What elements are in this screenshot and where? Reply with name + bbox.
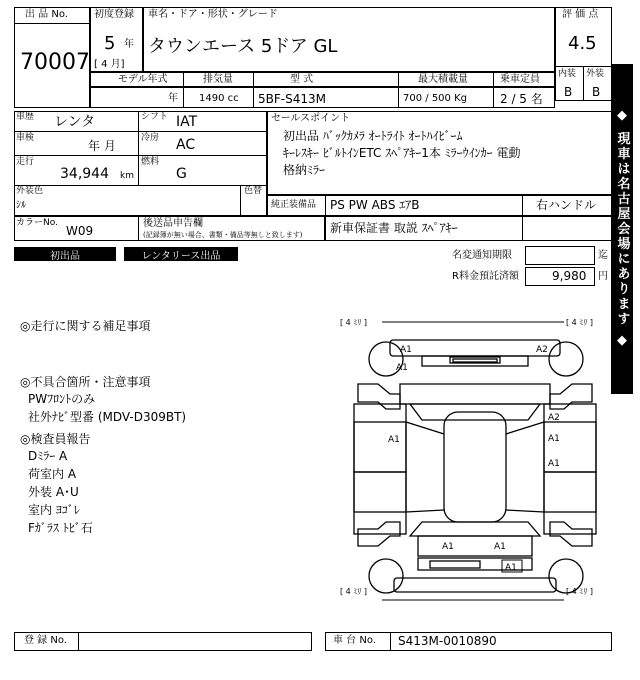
name-change-label: 名変通知期限 bbox=[452, 250, 512, 261]
rear-plate bbox=[430, 561, 480, 568]
right-rear-door bbox=[544, 472, 596, 512]
recycle-unit: 円 bbox=[598, 271, 608, 282]
first-listing-tag bbox=[14, 247, 116, 261]
first-reg-label: 初度登録 bbox=[94, 9, 134, 20]
lot-number: 70007 bbox=[20, 50, 90, 75]
rating-value: 4.5 bbox=[568, 33, 597, 54]
first-listing-text: 初出品 bbox=[50, 250, 80, 262]
mark-7: A1 bbox=[548, 459, 560, 469]
steering-value: 右ハンドル bbox=[536, 198, 597, 212]
defect-line-1: PWﾌﾛﾝﾄのみ bbox=[28, 392, 96, 406]
defect-line-2: 社外ﾅﾋﾞ型番 (MDV-D309BT) bbox=[28, 410, 187, 424]
inspector-heading: ◎検査員報告 bbox=[20, 432, 91, 446]
tire-rear-left-wheel bbox=[369, 559, 403, 593]
shift-value: IAT bbox=[176, 114, 198, 130]
car-diagram bbox=[338, 314, 612, 608]
defects-heading: ◎不具合箇所・注意事項 bbox=[20, 375, 151, 389]
right-side-top bbox=[550, 384, 592, 409]
mark-10: A1 bbox=[505, 563, 517, 573]
history-label: 車歴 bbox=[16, 112, 35, 122]
model-year-unit: 年 bbox=[168, 93, 178, 104]
hist-div-v2 bbox=[240, 185, 241, 216]
tire-rear-right: [ 4 ﾐﾘ ] bbox=[566, 587, 593, 596]
interior-label: 内装 bbox=[558, 69, 577, 79]
front-bumper bbox=[390, 340, 560, 356]
rear-bumper bbox=[394, 578, 556, 592]
driving-heading: ◎走行に関する補足事項 bbox=[20, 319, 151, 333]
chassis-div bbox=[390, 632, 391, 651]
ext-color-value: ｼﾙ bbox=[16, 200, 26, 211]
ext-color-label: 外装色 bbox=[16, 186, 44, 196]
reg-no-div bbox=[78, 632, 79, 651]
hood-panel bbox=[400, 384, 550, 404]
inspector-line-2: 荷室内 A bbox=[28, 467, 77, 481]
color-no-label: カラーNo. bbox=[16, 218, 58, 228]
mileage-label: 走行 bbox=[16, 157, 35, 167]
first-reg-month: [ 4 月] bbox=[94, 59, 125, 70]
docs-note: (記録簿が無い場合、書類・備品等無しと致します) bbox=[143, 231, 303, 239]
roof bbox=[444, 412, 506, 522]
inspection-label: 車検 bbox=[16, 133, 35, 143]
interior-grade: B bbox=[564, 85, 573, 99]
chassis-value: S413M-0010890 bbox=[398, 634, 497, 648]
fuel-value: G bbox=[176, 166, 187, 182]
name-label: 車名・ドア・形状・グレード bbox=[148, 9, 278, 20]
sales-point-line-2: ｷｰﾚｽｷｰ ﾋﾞﾙﾄｲﾝETC ｽﾍﾟｱｷｰ1本 ﾐﾗｰｳｲﾝｶｰ 電動 bbox=[283, 146, 521, 160]
recycle-label: R料金預託済額 bbox=[452, 271, 519, 282]
inspection-value: 年 月 bbox=[88, 139, 116, 153]
mark-6: A1 bbox=[548, 434, 560, 444]
right-body bbox=[544, 404, 596, 534]
docs-label: 後送品申告欄 bbox=[143, 218, 203, 229]
location-text: ◆ 現車は名古屋会場にあります ◆ bbox=[614, 107, 630, 351]
rental-lease-tag bbox=[124, 247, 238, 261]
tire-rear-left: [ 4 ﾐﾘ ] bbox=[340, 587, 367, 596]
tire-front-right-wheel bbox=[549, 342, 583, 376]
mark-5: A2 bbox=[548, 413, 560, 423]
car-name: タウンエース 5ドア GL bbox=[148, 36, 338, 57]
reg-no-label: 登 録 No. bbox=[24, 635, 67, 646]
name-change-box bbox=[525, 246, 595, 265]
ac-label: 冷房 bbox=[141, 133, 160, 143]
max-load-value: 700 / 500 Kg bbox=[403, 93, 467, 104]
mark-3: A1 bbox=[396, 363, 408, 373]
color-no-value: W09 bbox=[66, 224, 94, 238]
spec-div-4 bbox=[493, 72, 494, 108]
left-rear-door bbox=[354, 472, 406, 512]
equipment-label: 純正装備品 bbox=[271, 200, 317, 210]
exterior-grade: B bbox=[592, 85, 601, 99]
color-change-label: 色替 bbox=[244, 186, 263, 196]
model-year-label: モデル年式 bbox=[118, 74, 168, 85]
capacity-value: 2 / 5 名 bbox=[500, 92, 543, 106]
left-side-top bbox=[358, 384, 400, 409]
rental-lease-text: レンタリース出品 bbox=[141, 250, 221, 262]
history-value: レンタ bbox=[54, 114, 96, 130]
hist-div-h3 bbox=[14, 185, 267, 186]
sales-point-line-1: 初出品 ﾊﾞｯｸｶﾒﾗ ｵｰﾄﾗｲﾄ ｵｰﾄﾊｲﾋﾞｰﾑ bbox=[283, 129, 463, 143]
spec-div-2 bbox=[253, 72, 254, 108]
left-lower-line bbox=[406, 510, 444, 512]
spec-div-1 bbox=[183, 72, 184, 108]
max-load-label: 最大積載量 bbox=[418, 74, 468, 85]
shift-label: シフト bbox=[141, 112, 169, 122]
name-change-unit: 迄 bbox=[598, 250, 608, 261]
color-no-div bbox=[138, 216, 139, 241]
capacity-label: 乗車定員 bbox=[500, 74, 540, 85]
tire-front-left: [ 4 ﾐﾘ ] bbox=[340, 318, 367, 327]
location-sidebar bbox=[611, 64, 633, 394]
lot-label: 出 品 No. bbox=[25, 9, 68, 20]
spec-div-3 bbox=[398, 72, 399, 108]
recycle-value: 9,980 bbox=[552, 269, 587, 283]
first-reg-year: 5 bbox=[104, 33, 116, 54]
rear-window bbox=[410, 522, 540, 536]
left-front-door bbox=[354, 422, 406, 472]
mark-2: A2 bbox=[536, 345, 548, 355]
year-unit: 年 bbox=[124, 39, 134, 50]
right-lower-line bbox=[506, 510, 544, 512]
exterior-label: 外装 bbox=[586, 69, 605, 79]
sales-point-line-3: 格納ﾐﾗｰ bbox=[283, 163, 326, 177]
ac-value: AC bbox=[176, 137, 196, 153]
tire-front-right: [ 4 ﾐﾘ ] bbox=[566, 318, 593, 327]
hist-div-v bbox=[138, 111, 139, 186]
rear-hatch bbox=[418, 536, 532, 556]
mileage-unit: km bbox=[120, 171, 134, 181]
mark-9: A1 bbox=[494, 542, 506, 552]
mark-4: A1 bbox=[388, 435, 400, 445]
hist-div-h1 bbox=[14, 131, 267, 132]
inspector-line-1: Dﾐﾗｰ A bbox=[28, 449, 68, 463]
mark-8: A1 bbox=[442, 542, 454, 552]
displacement-value: 1490 cc bbox=[199, 93, 239, 104]
right-roof-line bbox=[506, 422, 544, 434]
inspector-line-4: 室内 ﾖｺﾞﾚ bbox=[28, 503, 80, 517]
front-plate-inner bbox=[453, 359, 497, 362]
equipment-value: PS PW ABS ｴｱB bbox=[330, 198, 420, 212]
mark-1: A1 bbox=[400, 345, 412, 355]
mileage-value: 34,944 bbox=[60, 166, 109, 182]
type-label: 型 式 bbox=[290, 74, 314, 85]
warranty-value: 新車保証書 取説 ｽﾍﾟｱｷｰ bbox=[330, 221, 458, 235]
inspector-line-5: Fｶﾞﾗｽ ﾄﾋﾞ石 bbox=[28, 521, 93, 535]
hist-div-h2 bbox=[14, 155, 267, 156]
inspector-line-3: 外装 A･U bbox=[28, 485, 79, 499]
chassis-label: 車 台 No. bbox=[333, 635, 376, 646]
left-body bbox=[354, 404, 406, 534]
type-value: 5BF-S413M bbox=[258, 92, 326, 106]
fuel-label: 燃料 bbox=[141, 157, 160, 167]
rating-label: 評 価 点 bbox=[562, 9, 599, 20]
sales-point-label: セールスポイント bbox=[271, 113, 351, 124]
displacement-label: 排気量 bbox=[203, 74, 233, 85]
left-roof-line bbox=[406, 422, 444, 434]
